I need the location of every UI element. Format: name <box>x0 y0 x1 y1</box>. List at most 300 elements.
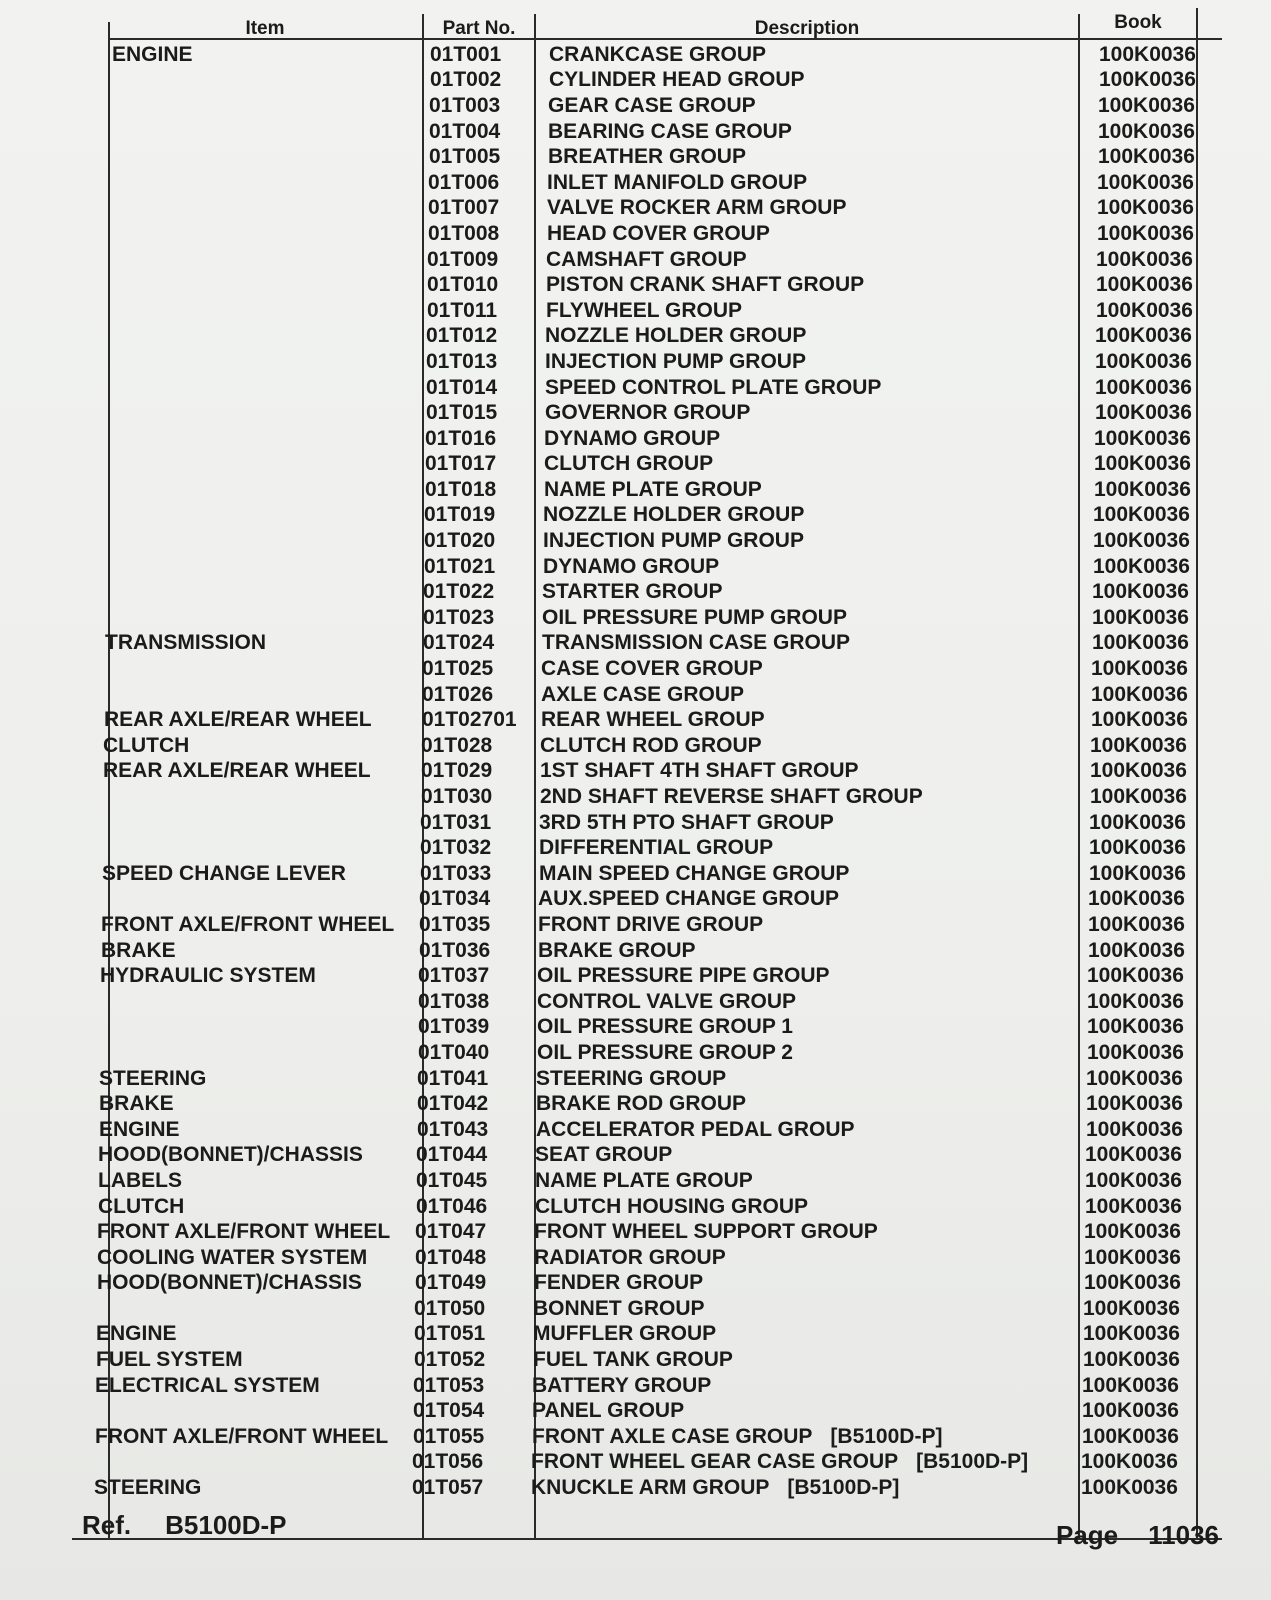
cell-book: 100K0036 <box>1099 42 1196 66</box>
cell-book: 100K0036 <box>1085 1143 1182 1167</box>
description-text: INLET MANIFOLD GROUP <box>547 170 808 194</box>
cell-description <box>521 1169 1071 1193</box>
cell-book: 100K0036 <box>1089 861 1186 885</box>
description-text: MAIN SPEED CHANGE GROUP <box>539 861 850 885</box>
description-text: REAR WHEEL GROUP <box>541 708 765 732</box>
description-text: OIL PRESSURE PIPE GROUP <box>537 964 830 988</box>
table-row <box>58 1194 1208 1220</box>
table-row <box>71 144 1221 170</box>
cell-description <box>534 120 1084 144</box>
table-body <box>72 42 1222 1501</box>
table-row <box>64 707 1214 733</box>
cell-part-no: 01T042 <box>417 1092 489 1116</box>
table-row <box>68 349 1218 375</box>
cell-description <box>520 1220 1070 1244</box>
cell-item: HOOD(BONNET)/CHASSIS <box>98 1143 363 1167</box>
cell-part-no: 01T024 <box>423 631 495 655</box>
table-row <box>54 1450 1204 1476</box>
cell-book: 100K0036 <box>1086 1092 1183 1116</box>
cell-part-no: 01T050 <box>414 1296 486 1320</box>
description-text: INJECTION PUMP GROUP <box>543 529 804 553</box>
cell-book: 100K0036 <box>1084 1245 1181 1269</box>
table-row <box>57 1271 1207 1297</box>
cell-part-no: 01T001 <box>430 42 502 66</box>
cell-book: 100K0036 <box>1083 1348 1180 1372</box>
cell-description <box>531 401 1081 425</box>
cell-description <box>517 1476 1067 1500</box>
table-row <box>65 605 1215 631</box>
model-ref-tag: [B5100D-P] <box>830 1424 943 1448</box>
cell-item: STEERING <box>94 1476 202 1500</box>
header-item: Item <box>245 18 285 39</box>
cell-description <box>521 1143 1071 1167</box>
table-row <box>60 963 1210 989</box>
table-row <box>62 835 1212 861</box>
cell-part-no: 01T018 <box>425 477 497 501</box>
cell-part-no: 01T043 <box>417 1117 489 1141</box>
cell-book: 100K0036 <box>1090 759 1187 783</box>
ref-value: B5100D-P <box>165 1510 287 1540</box>
cell-description <box>524 887 1074 911</box>
cell-part-no: 01T022 <box>423 580 495 604</box>
cell-part-no: 01T051 <box>414 1322 486 1346</box>
cell-item: ENGINE <box>96 1322 177 1346</box>
cell-item: CLUTCH <box>98 1194 185 1218</box>
table-row <box>66 554 1216 580</box>
description-text: CAMSHAFT GROUP <box>546 247 747 271</box>
cell-part-no: 01T008 <box>428 221 500 245</box>
cell-description <box>533 196 1083 220</box>
cell-description <box>519 1322 1069 1346</box>
cell-book: 100K0036 <box>1098 119 1195 143</box>
cell-description <box>532 273 1082 297</box>
description-text: NAME PLATE GROUP <box>535 1168 753 1192</box>
description-text: BATTERY GROUP <box>532 1373 712 1397</box>
cell-description <box>532 299 1082 323</box>
description-text: SEAT GROUP <box>535 1143 673 1167</box>
cell-description <box>523 1041 1073 1065</box>
description-text: DIFFERENTIAL GROUP <box>539 836 774 860</box>
cell-part-no: 01T026 <box>422 682 494 706</box>
table-row <box>67 477 1217 503</box>
footer-page-number <box>1056 1520 1219 1551</box>
table-row <box>54 1475 1204 1501</box>
cell-description <box>522 1118 1072 1142</box>
table-row <box>57 1219 1207 1245</box>
description-text: INJECTION PUMP GROUP <box>545 349 806 373</box>
cell-description <box>518 1399 1068 1423</box>
cell-part-no: 01T048 <box>415 1245 487 1269</box>
cell-description <box>535 68 1085 92</box>
table-row <box>70 170 1220 196</box>
table-row <box>66 503 1216 529</box>
page-label: Page <box>1055 1520 1119 1550</box>
cell-description <box>522 1067 1072 1091</box>
cell-part-no: 01T013 <box>426 349 498 373</box>
cell-part-no: 01T010 <box>427 273 499 297</box>
description-text: FENDER GROUP <box>534 1271 704 1295</box>
cell-book: 100K0036 <box>1098 145 1195 169</box>
cell-part-no: 01T049 <box>415 1271 487 1295</box>
cell-book: 100K0036 <box>1095 375 1192 399</box>
cell-book: 100K0036 <box>1082 1399 1179 1423</box>
description-text: RADIATOR GROUP <box>534 1245 726 1269</box>
description-text: PISTON CRANK SHAFT GROUP <box>546 273 865 297</box>
cell-description <box>525 836 1075 860</box>
table-row <box>59 1091 1209 1117</box>
cell-book: 100K0036 <box>1088 912 1185 936</box>
cell-book: 100K0036 <box>1093 503 1190 527</box>
cell-description <box>533 222 1083 246</box>
description-text: BRAKE GROUP <box>538 938 696 962</box>
cell-book: 100K0036 <box>1097 170 1194 194</box>
table-row <box>72 68 1222 94</box>
description-text: DYNAMO GROUP <box>543 554 720 578</box>
cell-part-no: 01T004 <box>429 119 501 143</box>
cell-book: 100K0036 <box>1094 426 1191 450</box>
cell-part-no: 01T017 <box>425 452 497 476</box>
model-ref-tag: [B5100D-P] <box>916 1450 1029 1474</box>
cell-book: 100K0036 <box>1087 989 1184 1013</box>
cell-part-no: 01T012 <box>426 324 498 348</box>
table-row <box>67 426 1217 452</box>
cell-description <box>518 1425 1068 1449</box>
cell-part-no: 01T002 <box>430 68 502 92</box>
cell-part-no: 01T038 <box>418 989 490 1013</box>
table-row <box>60 1015 1210 1041</box>
table-row <box>57 1245 1207 1271</box>
description-text: BEARING CASE GROUP <box>548 119 792 143</box>
table-row <box>71 93 1221 119</box>
cell-description <box>524 939 1074 963</box>
description-text: SPEED CONTROL PLATE GROUP <box>545 375 882 399</box>
cell-item: FRONT AXLE/FRONT WHEEL <box>101 912 395 936</box>
cell-description <box>529 555 1079 579</box>
cell-book: 100K0036 <box>1099 68 1196 92</box>
cell-description <box>521 1195 1071 1219</box>
cell-part-no: 01T039 <box>418 1015 490 1039</box>
cell-item: REAR AXLE/REAR WHEEL <box>104 708 372 732</box>
cell-item: LABELS <box>98 1168 182 1192</box>
cell-description <box>528 606 1078 630</box>
table-row <box>60 989 1210 1015</box>
table-row <box>61 938 1211 964</box>
cell-part-no: 01T033 <box>420 861 492 885</box>
cell-description <box>517 1450 1067 1474</box>
cell-part-no: 01T019 <box>424 503 496 527</box>
cell-part-no: 01T016 <box>425 426 497 450</box>
table-row <box>64 656 1214 682</box>
cell-book: 100K0036 <box>1091 708 1188 732</box>
table-row <box>56 1347 1206 1373</box>
table-row <box>64 682 1214 708</box>
description-text: OIL PRESSURE GROUP 1 <box>537 1015 793 1039</box>
cell-description <box>532 248 1082 272</box>
cell-description <box>518 1374 1068 1398</box>
cell-item: FRONT AXLE/FRONT WHEEL <box>97 1220 391 1244</box>
cell-item: ELECTRICAL SYSTEM <box>95 1373 320 1397</box>
table-row <box>69 298 1219 324</box>
cell-part-no: 01T036 <box>419 938 491 962</box>
description-text: KNUCKLE ARM GROUP <box>531 1476 770 1500</box>
cell-part-no: 01T057 <box>412 1476 484 1500</box>
cell-part-no: 01T054 <box>413 1399 485 1423</box>
cell-item: BRAKE <box>99 1092 174 1116</box>
table-row <box>58 1168 1208 1194</box>
cell-part-no: 01T005 <box>429 145 501 169</box>
cell-item: BRAKE <box>101 938 176 962</box>
table-row <box>68 324 1218 350</box>
cell-part-no: 01T032 <box>420 836 492 860</box>
table-row <box>55 1424 1205 1450</box>
header-book: Book <box>1114 12 1162 33</box>
table-row <box>60 1040 1210 1066</box>
cell-description <box>525 811 1075 835</box>
cell-book: 100K0036 <box>1094 452 1191 476</box>
cell-part-no: 01T021 <box>424 554 496 578</box>
cell-book: 100K0036 <box>1088 938 1185 962</box>
cell-description <box>527 708 1077 732</box>
cell-book: 100K0036 <box>1082 1373 1179 1397</box>
cell-book: 100K0036 <box>1090 733 1187 757</box>
description-text: FRONT WHEEL SUPPORT GROUP <box>534 1220 878 1244</box>
table-row <box>59 1117 1209 1143</box>
cell-description <box>520 1246 1070 1270</box>
cell-book: 100K0036 <box>1087 1015 1184 1039</box>
cell-description <box>530 427 1080 451</box>
cell-item: ENGINE <box>99 1117 180 1141</box>
cell-book: 100K0036 <box>1085 1168 1182 1192</box>
table-row <box>70 196 1220 222</box>
cell-book: 100K0036 <box>1086 1117 1183 1141</box>
cell-part-no: 01T053 <box>413 1373 485 1397</box>
description-text: VALVE ROCKER ARM GROUP <box>547 196 847 220</box>
cell-description <box>531 324 1081 348</box>
description-text: TRANSMISSION CASE GROUP <box>542 631 851 655</box>
cell-description <box>534 94 1084 118</box>
cell-book: 100K0036 <box>1082 1424 1179 1448</box>
cell-description <box>530 478 1080 502</box>
table-row <box>65 579 1215 605</box>
cell-description <box>528 580 1078 604</box>
table-row <box>56 1296 1206 1322</box>
description-text: CLUTCH HOUSING GROUP <box>535 1194 808 1218</box>
description-text: NAME PLATE GROUP <box>544 477 762 501</box>
cell-part-no: 01T02701 <box>422 708 517 732</box>
description-text: HEAD COVER GROUP <box>547 221 770 245</box>
cell-description <box>523 1015 1073 1039</box>
table-row <box>68 400 1218 426</box>
cell-item: FRONT AXLE/FRONT WHEEL <box>95 1424 389 1448</box>
description-text: STEERING GROUP <box>536 1066 727 1090</box>
cell-book: 100K0036 <box>1095 349 1192 373</box>
cell-description <box>520 1271 1070 1295</box>
cell-description <box>523 964 1073 988</box>
description-text: CYLINDER HEAD GROUP <box>549 68 805 92</box>
cell-book: 100K0036 <box>1096 298 1193 322</box>
description-text: MUFFLER GROUP <box>533 1322 717 1346</box>
parts-table <box>72 14 1222 1540</box>
cell-book: 100K0036 <box>1094 477 1191 501</box>
cell-part-no: 01T006 <box>428 170 500 194</box>
ref-label: Ref. <box>82 1510 132 1540</box>
description-text: OIL PRESSURE PUMP GROUP <box>542 605 847 629</box>
cell-book: 100K0036 <box>1089 810 1186 834</box>
cell-part-no: 01T044 <box>416 1143 488 1167</box>
cell-item: SPEED CHANGE LEVER <box>102 861 346 885</box>
cell-part-no: 01T052 <box>414 1348 486 1372</box>
cell-description <box>534 145 1084 169</box>
cell-item: ENGINE <box>112 42 193 66</box>
cell-book: 100K0036 <box>1097 221 1194 245</box>
cell-book: 100K0036 <box>1081 1450 1178 1474</box>
table-row <box>69 247 1219 273</box>
description-text: AXLE CASE GROUP <box>541 682 745 706</box>
description-text: FRONT DRIVE GROUP <box>538 912 764 936</box>
cell-description <box>529 503 1079 527</box>
description-text: GOVERNOR GROUP <box>545 401 751 425</box>
table-row <box>70 221 1220 247</box>
cell-part-no: 01T040 <box>418 1040 490 1064</box>
cell-description <box>526 759 1076 783</box>
cell-item: HYDRAULIC SYSTEM <box>100 964 316 988</box>
table-row <box>58 1143 1208 1169</box>
cell-part-no: 01T035 <box>419 912 491 936</box>
description-text: BRAKE ROD GROUP <box>536 1092 747 1116</box>
table-row <box>67 452 1217 478</box>
cell-part-no: 01T046 <box>416 1194 488 1218</box>
cell-book: 100K0036 <box>1087 964 1184 988</box>
cell-part-no: 01T031 <box>420 810 492 834</box>
cell-description <box>525 862 1075 886</box>
cell-item: TRANSMISSION <box>105 631 267 655</box>
cell-part-no: 01T015 <box>426 401 498 425</box>
table-row <box>65 631 1215 657</box>
cell-book: 100K0036 <box>1088 887 1185 911</box>
cell-description <box>529 529 1079 553</box>
cell-book: 100K0036 <box>1087 1040 1184 1064</box>
cell-part-no: 01T011 <box>427 298 498 322</box>
cell-book: 100K0036 <box>1083 1322 1180 1346</box>
cell-description <box>519 1297 1069 1321</box>
cell-book: 100K0036 <box>1092 580 1189 604</box>
table-row <box>55 1373 1205 1399</box>
description-text: CLUTCH GROUP <box>544 452 714 476</box>
cell-part-no: 01T007 <box>428 196 500 220</box>
description-text: FLYWHEEL GROUP <box>546 298 743 322</box>
cell-book: 100K0036 <box>1086 1066 1183 1090</box>
cell-description <box>523 990 1073 1014</box>
cell-book: 100K0036 <box>1096 247 1193 271</box>
cell-part-no: 01T014 <box>426 375 498 399</box>
cell-part-no: 01T041 <box>417 1066 489 1090</box>
cell-description <box>522 1092 1072 1116</box>
description-text: CLUTCH ROD GROUP <box>540 733 762 757</box>
cell-description <box>519 1348 1069 1372</box>
footer-reference <box>82 1510 287 1541</box>
table-row <box>62 861 1212 887</box>
cell-book: 100K0036 <box>1093 529 1190 553</box>
table-row <box>71 119 1221 145</box>
table-row <box>66 528 1216 554</box>
table-row <box>62 810 1212 836</box>
description-text: BONNET GROUP <box>533 1296 705 1320</box>
cell-book: 100K0036 <box>1085 1194 1182 1218</box>
description-text: CASE COVER GROUP <box>541 657 763 681</box>
description-text: GEAR CASE GROUP <box>548 93 756 117</box>
cell-book: 100K0036 <box>1084 1271 1181 1295</box>
cell-book: 100K0036 <box>1091 682 1188 706</box>
header-description: Description <box>754 18 860 39</box>
description-text: BREATHER GROUP <box>548 145 746 169</box>
table-row <box>63 759 1213 785</box>
cell-book: 100K0036 <box>1095 401 1192 425</box>
table-row <box>61 912 1211 938</box>
cell-description <box>528 631 1078 655</box>
cell-book: 100K0036 <box>1091 657 1188 681</box>
description-text: OIL PRESSURE GROUP 2 <box>537 1040 793 1064</box>
cell-description <box>533 171 1083 195</box>
page-value: 11036 <box>1148 1520 1219 1550</box>
description-text: NOZZLE HOLDER GROUP <box>545 324 807 348</box>
cell-part-no: 01T056 <box>412 1450 484 1474</box>
table-row <box>63 784 1213 810</box>
cell-part-no: 01T045 <box>416 1168 488 1192</box>
cell-book: 100K0036 <box>1081 1476 1178 1500</box>
cell-part-no: 01T003 <box>429 93 501 117</box>
cell-part-no: 01T055 <box>413 1424 485 1448</box>
model-ref-tag: [B5100D-P] <box>787 1476 900 1500</box>
cell-book: 100K0036 <box>1098 93 1195 117</box>
cell-description <box>527 683 1077 707</box>
description-text: DYNAMO GROUP <box>544 426 721 450</box>
cell-description <box>531 376 1081 400</box>
description-text: ACCELERATOR PEDAL GROUP <box>536 1117 855 1141</box>
cell-description <box>535 43 1085 67</box>
description-text: NOZZLE HOLDER GROUP <box>543 503 805 527</box>
cell-item: STEERING <box>99 1066 207 1090</box>
description-text: 1ST SHAFT 4TH SHAFT GROUP <box>540 759 859 783</box>
cell-description <box>530 452 1080 476</box>
cell-item: HOOD(BONNET)/CHASSIS <box>97 1271 362 1295</box>
cell-part-no: 01T025 <box>422 657 494 681</box>
cell-item: REAR AXLE/REAR WHEEL <box>103 759 371 783</box>
table-row <box>55 1398 1205 1424</box>
header-part-no: Part No. <box>442 18 516 39</box>
cell-book: 100K0036 <box>1089 836 1186 860</box>
cell-description <box>524 913 1074 937</box>
cell-book: 100K0036 <box>1095 324 1192 348</box>
table-row <box>72 42 1222 68</box>
cell-part-no: 01T029 <box>421 759 493 783</box>
cell-book: 100K0036 <box>1092 605 1189 629</box>
cell-part-no: 01T047 <box>415 1220 487 1244</box>
description-text: AUX.SPEED CHANGE GROUP <box>538 887 840 911</box>
cell-description <box>527 657 1077 681</box>
description-text: FUEL TANK GROUP <box>533 1348 733 1372</box>
cell-part-no: 01T023 <box>423 605 495 629</box>
cell-part-no: 01T034 <box>419 887 491 911</box>
cell-book: 100K0036 <box>1090 785 1187 809</box>
description-text: STARTER GROUP <box>542 580 723 604</box>
description-text: FRONT AXLE CASE GROUP <box>532 1424 813 1448</box>
description-text: CONTROL VALVE GROUP <box>537 989 797 1013</box>
cell-part-no: 01T009 <box>427 247 499 271</box>
cell-book: 100K0036 <box>1096 273 1193 297</box>
cell-part-no: 01T030 <box>421 785 493 809</box>
cell-item: FUEL SYSTEM <box>96 1348 243 1372</box>
cell-item: CLUTCH <box>103 733 190 757</box>
